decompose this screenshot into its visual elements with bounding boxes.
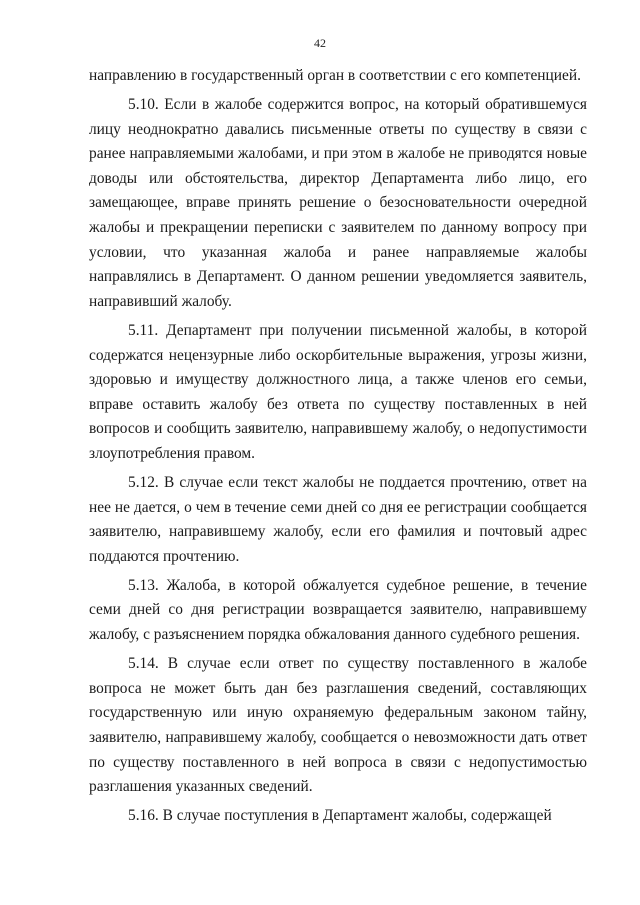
paragraph-continuation: направлению в государственный орган в соответствии с его компетенцией. xyxy=(89,67,581,84)
paragraph-5-13: 5.13. Жалоба, в которой обжалуется судебное решение, в течение семи дней со дня регистрации возвращается заявителю, направившему жалобу, с разъяснением порядка обжалования данного судебного решения. xyxy=(89,576,587,644)
paragraph-5-10: 5.10. Если в жалобе содержится вопрос, на который обратившемуся лицу неоднократно давались письменные ответы по существу в связи с ранее направляемыми жалобами, и при этом в жалобе не приводятся новые доводы или обстоятельства, директор Департамента либо лицо, его замещающее, вправе принять решение о безосновательности очередной жалобы и прекращении переписки с заявителем по данному вопросу при условии, что указанная жалоба и ранее направляемые жалобы направлялись в Департамент. О данном решении уведомляется заявитель, направивший жалобу. xyxy=(89,96,587,310)
paragraph-5-12: 5.12. В случае если текст жалобы не поддается прочтению, ответ на нее не дается, о чем в течение семи дней со дня ее регистрации сообщается заявителю, направившему жалобу, если его фамилия и почтовый адрес поддаются прочтению. xyxy=(89,474,587,565)
page-number: 42 xyxy=(314,36,326,50)
document-body xyxy=(89,64,587,833)
paragraph-5-11: 5.11. Департамент при получении письменной жалобы, в которой содержатся нецензурные либо оскорбительные выражения, угрозы жизни, здоровью и имуществу должностного лица, а также членов его семьи, вправе оставить жалобу без ответа по существу поставленных в ней вопросов и сообщить заявителю, направившему жалобу, о недопустимости злоупотребления правом. xyxy=(89,321,587,462)
paragraph-5-14: 5.14. В случае если ответ по существу поставленного в жалобе вопроса не может быть дан без разглашения сведений, составляющих государственную или иную охраняемую федеральным законом тайну, заявителю, направившему жалобу, сообщается о невозможности дать ответ по существу поставленного в ней вопроса в связи с недопустимостью разглашения указанных сведений. xyxy=(89,655,587,796)
paragraph-5-16: 5.16. В случае поступления в Департамент жалобы, содержащей xyxy=(128,807,552,825)
